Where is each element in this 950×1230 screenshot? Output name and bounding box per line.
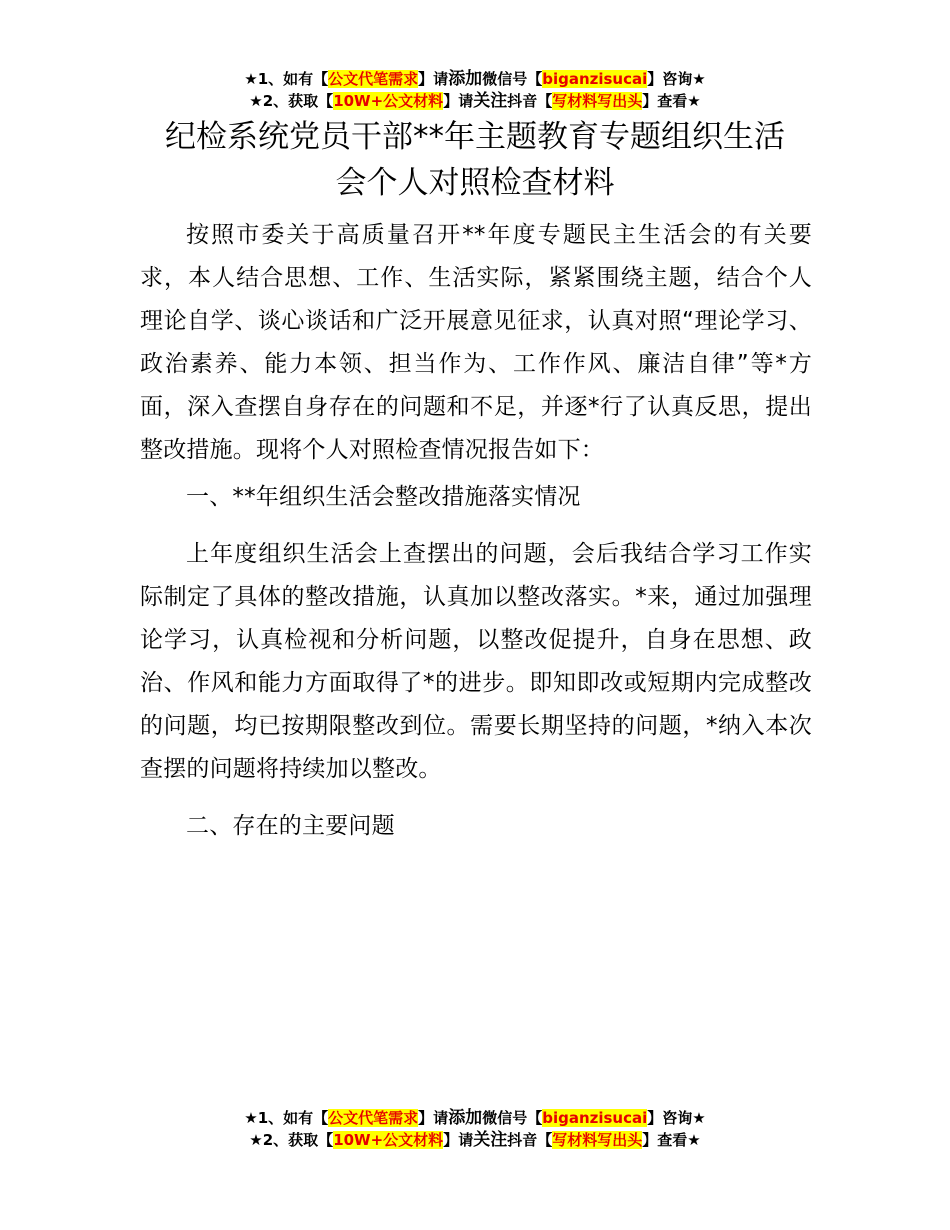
document-title [130,114,820,206]
banner-line-1-suffix: 】咨询★ [647,70,706,88]
banner-line-1-middle: 】请 [418,70,449,88]
banner-line-2-prefix: ★2、获取【 [249,92,334,110]
banner-line-2 [0,90,950,112]
banner-line-1 [0,68,950,90]
section-1-heading: 一、**年组织生活会整改措施落实情况 [186,484,581,510]
top-banner [0,68,950,112]
document-body [140,214,812,848]
banner-line-2-highlight-douyin: 写材料写出头 [552,1131,643,1149]
banner-line-2-middle-2: 抖音【 [507,92,553,110]
banner-line-1-highlight-service: 公文代笔需求 [328,70,419,88]
banner-line-1 [0,1107,950,1129]
banner-line-1-middle-2: 微信号【 [482,1109,543,1127]
banner-line-1-prefix: ★1、如有【 [244,1109,329,1127]
banner-line-2-emphasis: 关注 [473,1130,508,1150]
banner-line-1-middle-2: 微信号【 [482,70,543,88]
banner-line-2-suffix: 】查看★ [642,92,701,110]
intro-paragraph: 按照市委关于高质量召开**年度专题民主生活会的有关要求，本人结合思想、工作、生活实际，紧紧围绕主题，结合个人理论自学、谈心谈话和广泛开展意见征求，认真对照“理论学习、政治素养、能力本领、担当作为、工作作风、廉洁自律”等*方面，深入查摆自身存在的问题和不足，并逐*行了认真反思，提出整改措施。现将个人对照检查情况报告如下： [140,222,812,463]
banner-line-2-highlight-douyin: 写材料写出头 [552,92,643,110]
banner-line-1-highlight-wechat: biganzisucai [542,70,648,88]
section-1-paragraph: 上年度组织生活会上查摆出的问题，会后我结合学习工作实际制定了具体的整改措施，认真加以整改落实。*来，通过加强理论学习，认真检视和分析问题，以整改促提升，自身在思想、政治、作风和能力方面取得了*的进步。即知即改或短期内完成整改的问题，均已按期限整改到位。需要长期坚持的问题，*纳入本次查摆的问题将持续加以整改。 [140,541,812,782]
title-line-2: 会个人对照检查材料 [335,165,615,201]
banner-line-2-highlight-materials: 10W+公文材料 [333,1131,444,1149]
banner-line-1-emphasis: 添加 [448,69,483,89]
banner-line-1-highlight-service: 公文代笔需求 [328,1109,419,1127]
banner-line-2-highlight-materials: 10W+公文材料 [333,92,444,110]
banner-line-1-suffix: 】咨询★ [647,1109,706,1127]
bottom-banner [0,1107,950,1151]
banner-line-2-prefix: ★2、获取【 [249,1131,334,1149]
title-line-1: 纪检系统党员干部**年主题教育专题组织生活 [165,119,785,155]
banner-line-2-middle: 】请 [443,1131,474,1149]
banner-line-2-suffix: 】查看★ [642,1131,701,1149]
banner-line-1-middle: 】请 [418,1109,449,1127]
banner-line-1-prefix: ★1、如有【 [244,70,329,88]
section-2-heading: 二、存在的主要问题 [186,813,395,839]
banner-line-1-highlight-wechat: biganzisucai [542,1109,648,1127]
banner-line-2-emphasis: 关注 [473,91,508,111]
banner-line-1-emphasis: 添加 [448,1108,483,1128]
banner-line-2-middle: 】请 [443,92,474,110]
banner-line-2 [0,1129,950,1151]
banner-line-2-middle-2: 抖音【 [507,1131,553,1149]
